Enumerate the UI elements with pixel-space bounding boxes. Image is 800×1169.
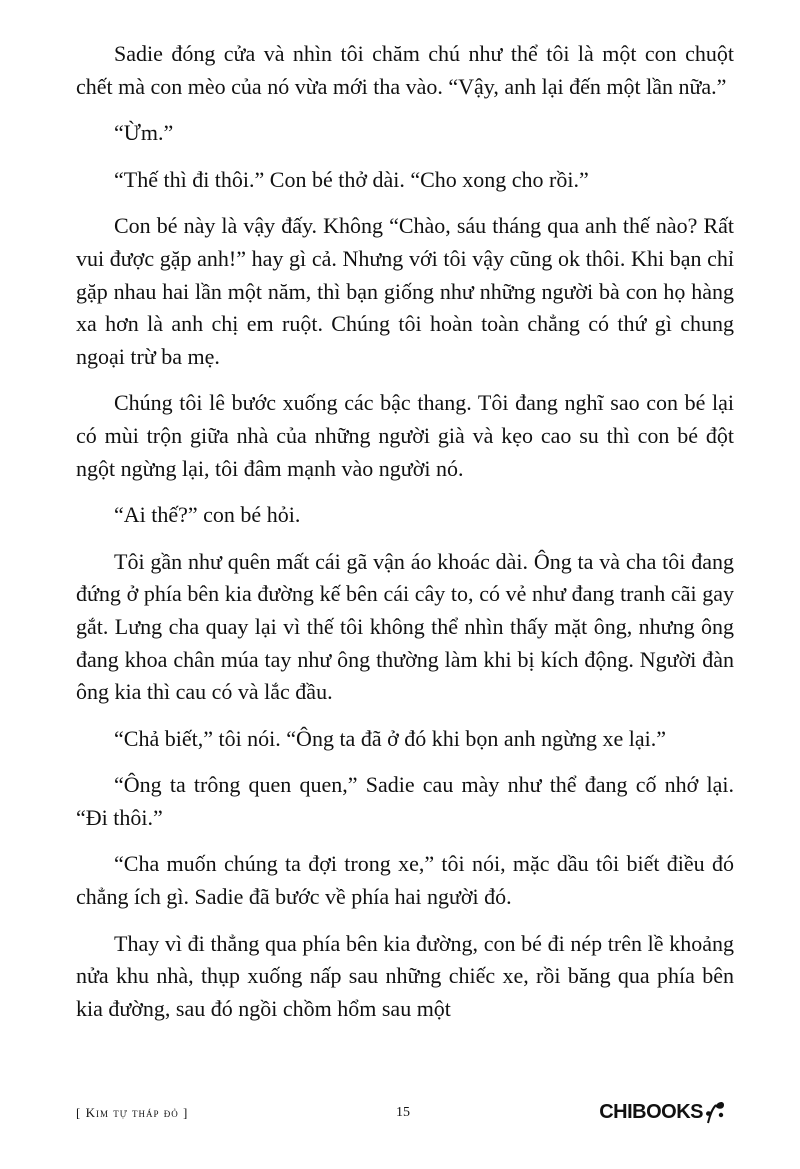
publisher-logo bbox=[599, 1099, 726, 1125]
paragraph: “Ừm.” bbox=[114, 120, 174, 146]
paragraph: Thay vì đi thẳng qua phía bên kia đường, con bé đi nép trên lề khoảng nửa khu nhà, thụp xuống nấp sau những chiếc xe, rồi băng qua phía bên kia đường, sau đó ngồi chồm hổm sau một bbox=[76, 930, 734, 1021]
paragraph: “Ông ta trông quen quen,” Sadie cau mày như thể đang cố nhớ lại. “Đi thôi.” bbox=[76, 772, 734, 830]
page-text bbox=[76, 38, 734, 1039]
page-number: 15 bbox=[396, 1105, 410, 1120]
chibooks-leaf-icon bbox=[704, 1099, 726, 1125]
paragraph: “Ai thế?” con bé hỏi. bbox=[114, 502, 301, 528]
paragraph: Chúng tôi lê bước xuống các bậc thang. Tôi đang nghĩ sao con bé lại có mùi trộn giữa nhà của những người già và kẹo cao su thì con bé đột ngột ngừng lại, tôi đâm mạnh vào người nó. bbox=[76, 390, 734, 481]
paragraph: “Cha muốn chúng ta đợi trong xe,” tôi nói, mặc dầu tôi biết điều đó chẳng ích gì. Sadie đã bước về phía hai người đó. bbox=[76, 851, 734, 910]
paragraph: “Chả biết,” tôi nói. “Ông ta đã ở đó khi bọn anh ngừng xe lại.” bbox=[114, 725, 667, 751]
paragraph: Tôi gần như quên mất cái gã vận áo khoác dài. Ông ta và cha tôi đang đứng ở phía bên kia đường kế bên cái cây to, có vẻ như đang tranh cãi gay gắt. Lưng cha quay lại vì thế tôi không thể nhìn thấy mặt ông, nhưng ông đang khoa chân múa tay như ông thường làm khi bị kích động. Người đàn ông kia thì cau có và lắc đầu. bbox=[76, 548, 734, 705]
book-title: [ Kim tự tháp đỏ ] bbox=[76, 1105, 189, 1120]
publisher-logo-text: CHIBOOKS bbox=[599, 1100, 703, 1123]
page-footer bbox=[76, 1095, 744, 1135]
paragraph: Con bé này là vậy đấy. Không “Chào, sáu tháng qua anh thế nào? Rất vui được gặp anh!” hay gì cả. Nhưng với tôi vậy cũng ok thôi. Khi bạn chỉ gặp nhau hai lần một năm, thì bạn giống như những người bà con họ hàng xa hơn là anh chị em ruột. Chúng tôi hoàn toàn chẳng có thứ gì chung ngoại trừ ba mẹ. bbox=[76, 213, 734, 369]
paragraph: Sadie đóng cửa và nhìn tôi chăm chú như thể tôi là một con chuột chết mà con mèo của nó vừa mới tha vào. “Vậy, anh lại đến một lần nữa.” bbox=[76, 41, 734, 99]
paragraph: “Thế thì đi thôi.” Con bé thở dài. “Cho xong cho rồi.” bbox=[114, 166, 589, 192]
